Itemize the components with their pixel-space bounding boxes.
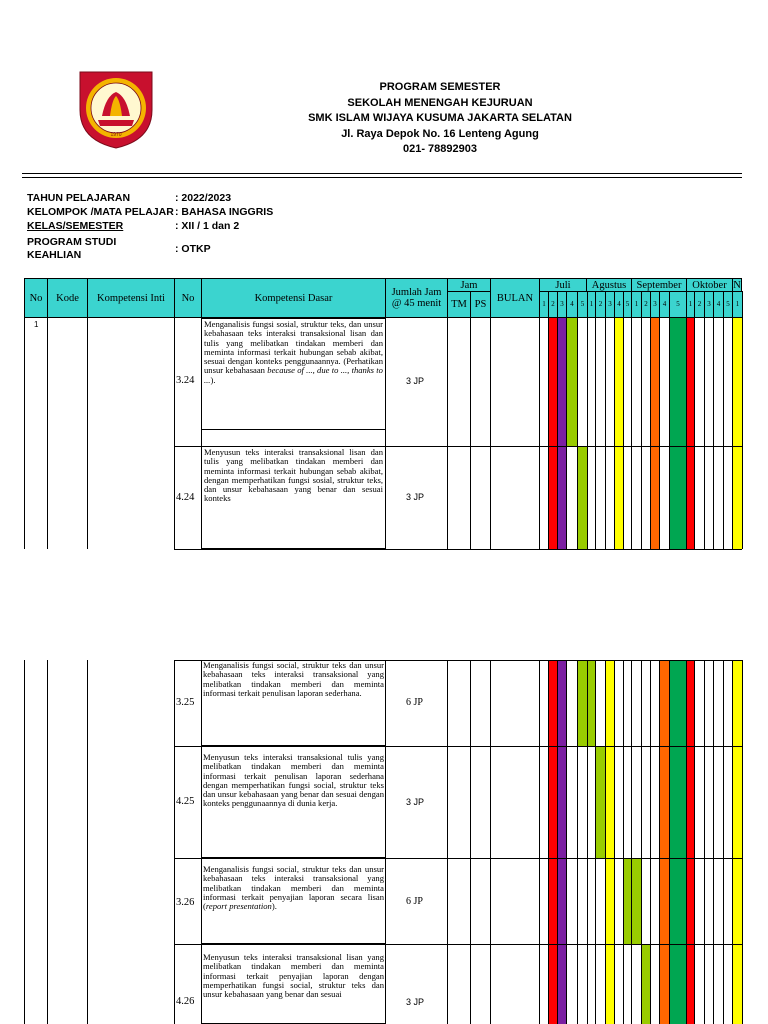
grid-line [623,660,624,1024]
grid-line [614,318,615,549]
grid-line [557,660,558,1024]
grid-line [650,660,651,1024]
header-school-name: SMK ISLAM WIJAYA KUSUMA JAKARTA SELATAN [308,112,572,124]
grid-line [87,318,88,549]
row-number: 1 [34,320,39,329]
schedule-fill [623,858,631,944]
kd-number-4-24: 4.24 [176,492,195,503]
document-header [230,80,650,158]
grid-line [548,318,549,549]
kd-number-4-26: 4.26 [176,996,195,1007]
grid-line [631,660,632,1024]
schedule-fill [669,660,686,1024]
schedule-fill [686,660,694,1024]
grid-line [566,660,567,1024]
th-week-11: 1 [631,291,642,318]
grid-line [557,318,558,549]
header-phone: 021- 78892903 [402,143,477,155]
schedule-fill [641,944,650,1024]
schedule-fill [732,318,742,549]
th-jam: Jam [447,278,491,292]
grid-line [641,318,642,549]
th-week-10: 5 [623,291,632,318]
jumlah-jam-4-25: 3 JP [406,797,425,807]
th-week-8: 3 [605,291,615,318]
grid-line [704,660,705,1024]
grid-line [659,660,660,1024]
header-school-type: SEKOLAH MENENGAH KEJURUAN [347,96,533,109]
schedule-fill [659,660,669,1024]
grid-line [548,660,549,1024]
jumlah-jam-4-24: 3 JP [406,492,425,502]
th-week-12: 2 [641,291,651,318]
th-week-17: 2 [694,291,705,318]
grid-line [732,318,733,549]
th-ps: PS [470,291,491,318]
info-value-prodi: : OTKP [175,243,211,255]
grid-line [694,660,695,1024]
jumlah-jam-3-26: 6 JP [406,896,423,907]
kd-text-3-26: Menganalisis fungsi social, struktur teks dan unsur kebahasaan teks interaksi transaksional yang melibatkan tindakan memberi dan meminta informasi terkait penyajian laporan secara lisan (report presentation). [203,864,384,912]
th-jumlah-jam: Jumlah Jam @ 45 menit [385,278,448,318]
grid-line [577,318,578,549]
grid-line [174,660,175,1024]
grid-line [723,660,724,1024]
th-month-juli: Juli [539,278,587,292]
info-label-mapel: KELOMPOK /MATA PELAJAR [27,207,174,218]
th-week-18: 3 [704,291,714,318]
grid-line [47,318,48,549]
info-label-prodi-2: KEAHLIAN [27,249,82,261]
schedule-fill [686,318,694,549]
kd-number-4-25: 4.25 [176,796,195,807]
schedule-fill [732,660,742,1024]
kd-number-3-24: 3.24 [176,375,195,386]
schedule-fill [557,660,566,1024]
grid-line [686,660,687,1024]
header-title: PROGRAM SEMESTER [379,81,501,93]
th-week-21: 1 [732,291,743,318]
th-week-20: 5 [723,291,733,318]
th-week-15: 5 [669,291,687,318]
info-label-prodi: PROGRAM STUDI [27,236,117,248]
grid-line [587,660,588,1024]
grid-line [605,660,606,1024]
jumlah-jam-3-25: 6 JP [406,697,423,708]
grid-line [614,660,615,1024]
th-week-16: 1 [686,291,695,318]
kd-number-3-25: 3.25 [176,697,195,708]
grid-line [447,318,448,549]
th-kode: Kode [47,278,88,318]
grid-line [686,318,687,549]
grid-line [713,318,714,549]
grid-line [641,660,642,1024]
grid-line [577,660,578,1024]
schedule-fill [669,318,686,549]
grid-line [47,660,48,1024]
schedule-fill [595,746,605,858]
grid-line [490,660,491,1024]
info-label-tahun: TAHUN PELAJARAN [27,192,131,204]
th-month-september: September [631,278,687,292]
schedule-fill [614,318,623,549]
grid-line [605,318,606,549]
grid-line [631,318,632,549]
table-bottom-line [174,549,742,550]
th-tm: TM [447,291,471,318]
schedule-fill [650,318,659,549]
th-kompetensi-dasar: Kompetensi Dasar [201,278,386,318]
grid-line [650,318,651,549]
jumlah-jam-3-24: 3 JP [406,376,425,386]
grid-line [704,318,705,549]
info-value-kelas: : XII / 1 dan 2 [175,220,240,232]
logo-year: 1970 [110,132,122,138]
schedule-fill [577,446,587,549]
grid-line [713,660,714,1024]
schedule-fill [548,660,557,1024]
schedule-fill [566,318,577,446]
grid-line [539,318,540,549]
grid-line [87,660,88,1024]
grid-line [723,318,724,549]
info-value-tahun: : 2022/2023 [175,192,232,204]
schedule-fill [605,660,614,1024]
kd-text-4-25: Menyusun teks interaksi transaksional tulis yang melibatkan tindakan memberi dan meminta informasi terkait penulisan laporan sederhana dengan memperhatikan fungsi social, struktur teks dan unsur kebahasaan yang benar dan sesuai dengan konteks penggunaannya di dunia kerja. [203,752,384,809]
th-month-agustus: Agustus [586,278,632,292]
th-bulan: BULAN [490,278,540,318]
grid-line [470,318,471,549]
grid-line [742,318,743,549]
schedule-fill [557,318,566,549]
grid-line [669,318,670,549]
grid-line [539,660,540,1024]
kd-text-3-24: Menganalisis fungsi sosial, struktur teks, dan unsur kebahasaan teks interaksi transaksional lisan dan tulis yang melibatkan tindakan memberi dan meminta informasi terkait hubungan sebab akibat, sesuai dengan konteks penggunaannya. (Perhatikan unsur kebahasaan because of ..., due to ..., thanks to ...). [201,318,386,430]
grid-line [694,318,695,549]
schedule-fill [631,858,641,944]
schedule-fill [548,318,557,549]
header-address: Jl. Raya Depok No. 16 Lenteng Agung [341,127,539,140]
th-month-n: N [733,279,741,291]
kd-text-3-25: Menganalisis fungsi social, struktur teks dan unsur kebahasaan teks interaksi transaksional yang melibatkan tindakan memberi dan meminta informasi terkait penulisan laporan sederhana. [203,660,384,698]
schedule-fill [587,660,595,746]
header-divider [22,177,742,178]
grid-line [490,318,491,549]
th-week-2: 2 [548,291,558,318]
th-week-19: 4 [713,291,724,318]
school-logo [74,66,158,150]
th-week-6: 1 [587,291,596,318]
jumlah-jam-4-26: 3 JP [406,997,425,1007]
kd-text-4-24: Menyusun teks interaksi transaksional lisan dan tulis yang melibatkan tindakan memberi dan meminta informasi terkait hubungan sebab akibat, dengan memperhatikan fungsi sosial, struktur teks, dan unsur kebahasaan yang benar dan sesuai konteks [201,446,386,549]
th-week-5: 5 [577,291,588,318]
grid-line [24,660,25,1024]
grid-line [587,318,588,549]
th-no-kd: No [174,278,202,318]
grid-line [669,660,670,1024]
kd-text-4-26: Menyusun teks interaksi transaksional lisan yang melibatkan tindakan memberi dan meminta informasi terkait penyajian laporan dengan memperhatikan fungsi social, struktur teks dan unsur kebahasaan yang benar dan sesuai [203,952,384,1000]
th-kompetensi-inti: Kompetensi Inti [87,278,175,318]
header-divider [22,173,742,174]
grid-line [24,318,25,549]
grid-line [742,660,743,1024]
th-month-oktober: Oktober [686,278,733,292]
kd-number-3-26: 3.26 [176,897,195,908]
grid-line [566,318,567,549]
th-week-14: 4 [659,291,670,318]
grid-line [623,318,624,549]
th-week-1: 1 [539,291,549,318]
th-no: No [24,278,48,318]
grid-line [447,660,448,1024]
th-week-4: 4 [566,291,578,318]
grid-line [174,318,175,549]
grid-line [595,318,596,549]
th-week-9: 4 [614,291,624,318]
info-label-kelas: KELAS/SEMESTER [27,220,124,232]
th-week-7: 2 [595,291,606,318]
grid-line [470,660,471,1024]
grid-line [595,660,596,1024]
schedule-fill [577,660,587,746]
info-value-mapel: : BAHASA INGGRIS [175,206,274,218]
th-week-13: 3 [650,291,660,318]
grid-line [732,660,733,1024]
grid-line [659,318,660,549]
th-week-3: 3 [557,291,567,318]
